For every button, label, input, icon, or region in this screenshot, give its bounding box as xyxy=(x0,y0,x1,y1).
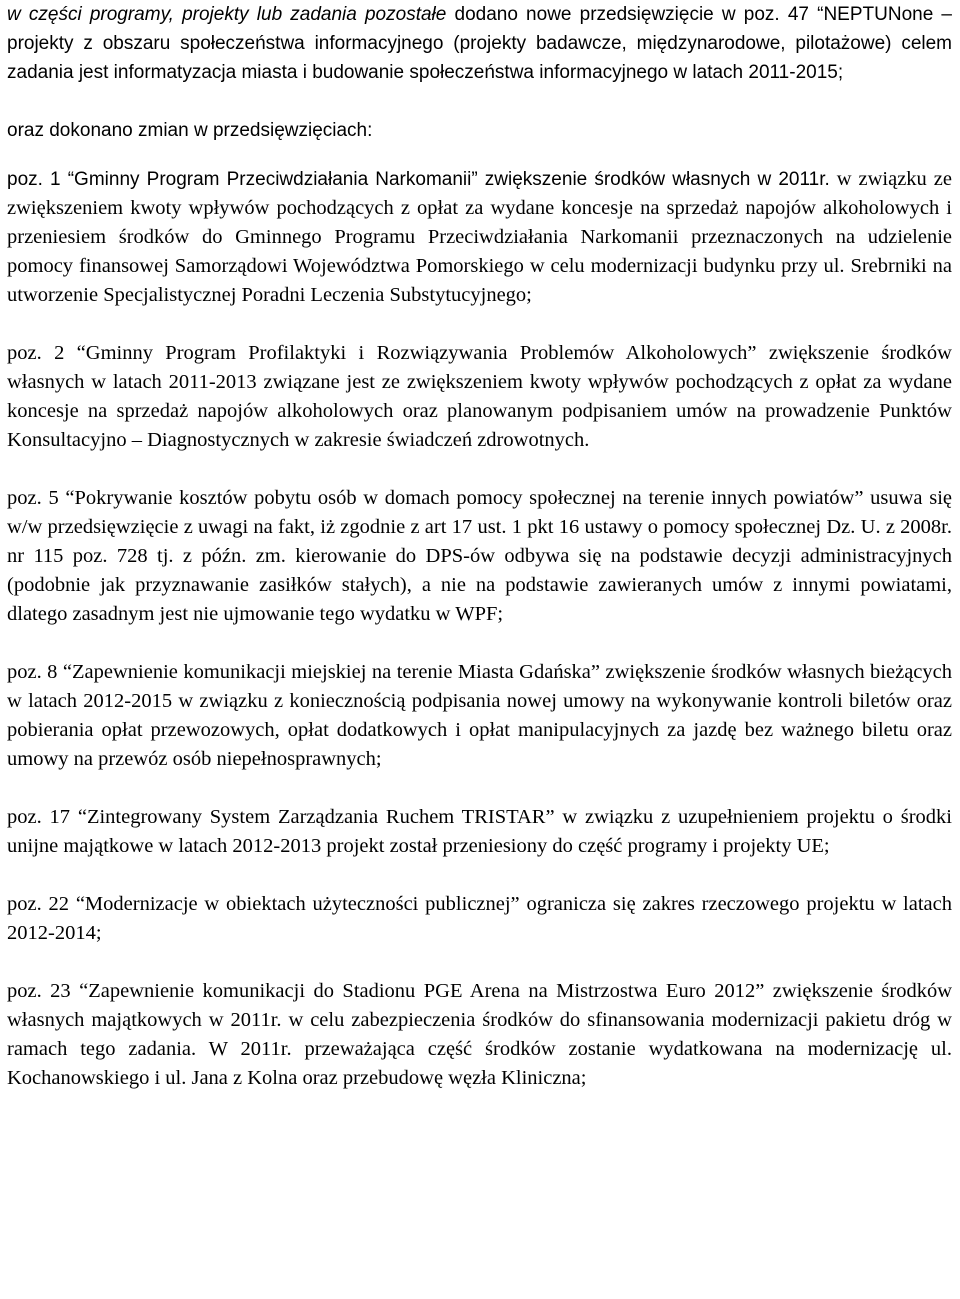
paragraph-poz-23: poz. 23 “Zapewnienie komunikacji do Stadionu PGE Arena na Mistrzostwa Euro 2012” zwiększenie środków własnych majątkowych w 2011r. w celu zabezpieczenia środków do sfinansowania modernizacji pakietu dróg w ramach tego zadania. W 2011r. przeważająca część środków zostanie wydatkowana na modernizację ul. Kochanowskiego i ul. Jana z Kolna oraz przebudowę węzła Kliniczna; xyxy=(7,980,952,1089)
italic-phrase: w części programy, projekty lub zadania pozostałe xyxy=(7,4,447,25)
poz-1-body: w związku ze zwiększeniem kwoty wpływów pochodzących z opłat za wydane koncesje na sprzedaż napojów alkoholowych i przeniesiem środków do Gminnego Programu Przeciwdziałania Narkomanii przeznaczonych na udzielenie pomocy finansowej Samorządowi Województwa Pomorskiego w celu modernizacji budynku przy ul. Srebrniki na utworzenie Specjalistycznej Poradni Leczenia Substytucyjnego; xyxy=(7,168,952,306)
poz-1-lead: poz. 1 “Gminny Program Przeciwdziałania Narkomanii” zwiększenie środków własnych w 2011r. xyxy=(7,169,830,190)
neptunone-text: dodano nowe przedsięwzięcie w poz. 47 “NEPTUNone – projekty z obszaru społeczeństwa informacyjnego (projekty badawcze, międzynarodowe, pilotażowe) celem zadania jest informatyzacja miasta i budowanie społeczeństwa informacyjnego w latach 2011-2015; xyxy=(7,4,952,83)
paragraph-poz-5: poz. 5 “Pokrywanie kosztów pobytu osób w domach pomocy społecznej na terenie innych powiatów” usuwa się w/w przedsięwzięcie z uwagi na fakt, iż zgodnie z art 17 ust. 1 pkt 16 ustawy o pomocy społecznej Dz. U. z 2008r. nr 115 poz. 728 tj. z późn. zm. kierowanie do DPS-ów odbywa się na podstawie decyzji administracyjnych (podobnie jak przyznawanie zasiłków stałych), a nie na podstawie zawieranych umów z innymi powiatami, dlatego zasadnym jest nie ujmowanie tego wydatku w WPF; xyxy=(7,487,952,625)
paragraph-poz-8: poz. 8 “Zapewnienie komunikacji miejskiej na terenie Miasta Gdańska” zwiększenie środków własnych bieżących w latach 2012-2015 w związku z koniecznością podpisania nowej umowy na wykonywanie kontroli biletów oraz pobierania opłat przewozowych, opłat dodatkowych i opłat manipulacyjnych za jazdę bez ważnego biletu oraz umowy na przewóz osób niepełnosprawnych; xyxy=(7,661,952,770)
paragraph-changes-intro: oraz dokonano zmian w przedsięwzięciach: xyxy=(7,120,373,141)
paragraph-poz-1 xyxy=(7,165,952,310)
paragraph-poz-22: poz. 22 “Modernizacje w obiektach użyteczności publicznej” ogranicza się zakres rzeczowego projektu w latach 2012-2014; xyxy=(7,893,952,944)
paragraph-poz-2: poz. 2 “Gminny Program Profilaktyki i Rozwiązywania Problemów Alkoholowych” zwiększenie środków własnych w latach 2011-2013 związane jest ze zwiększeniem kwoty wpływów pochodzących z opłat za wydane koncesje na sprzedaż napojów alkoholowych oraz planowanym podpisaniem umów na prowadzenie Punktów Konsultacyjno – Diagnostycznych w zakresie świadczeń zdrowotnych. xyxy=(7,342,952,451)
paragraph-poz-17: poz. 17 “Zintegrowany System Zarządzania Ruchem TRISTAR” w związku z uzupełnieniem projektu o środki unijne majątkowe w latach 2012-2013 projekt został przeniesiony do część programy i projekty UE; xyxy=(7,806,952,857)
paragraph-neptunone xyxy=(7,0,952,87)
